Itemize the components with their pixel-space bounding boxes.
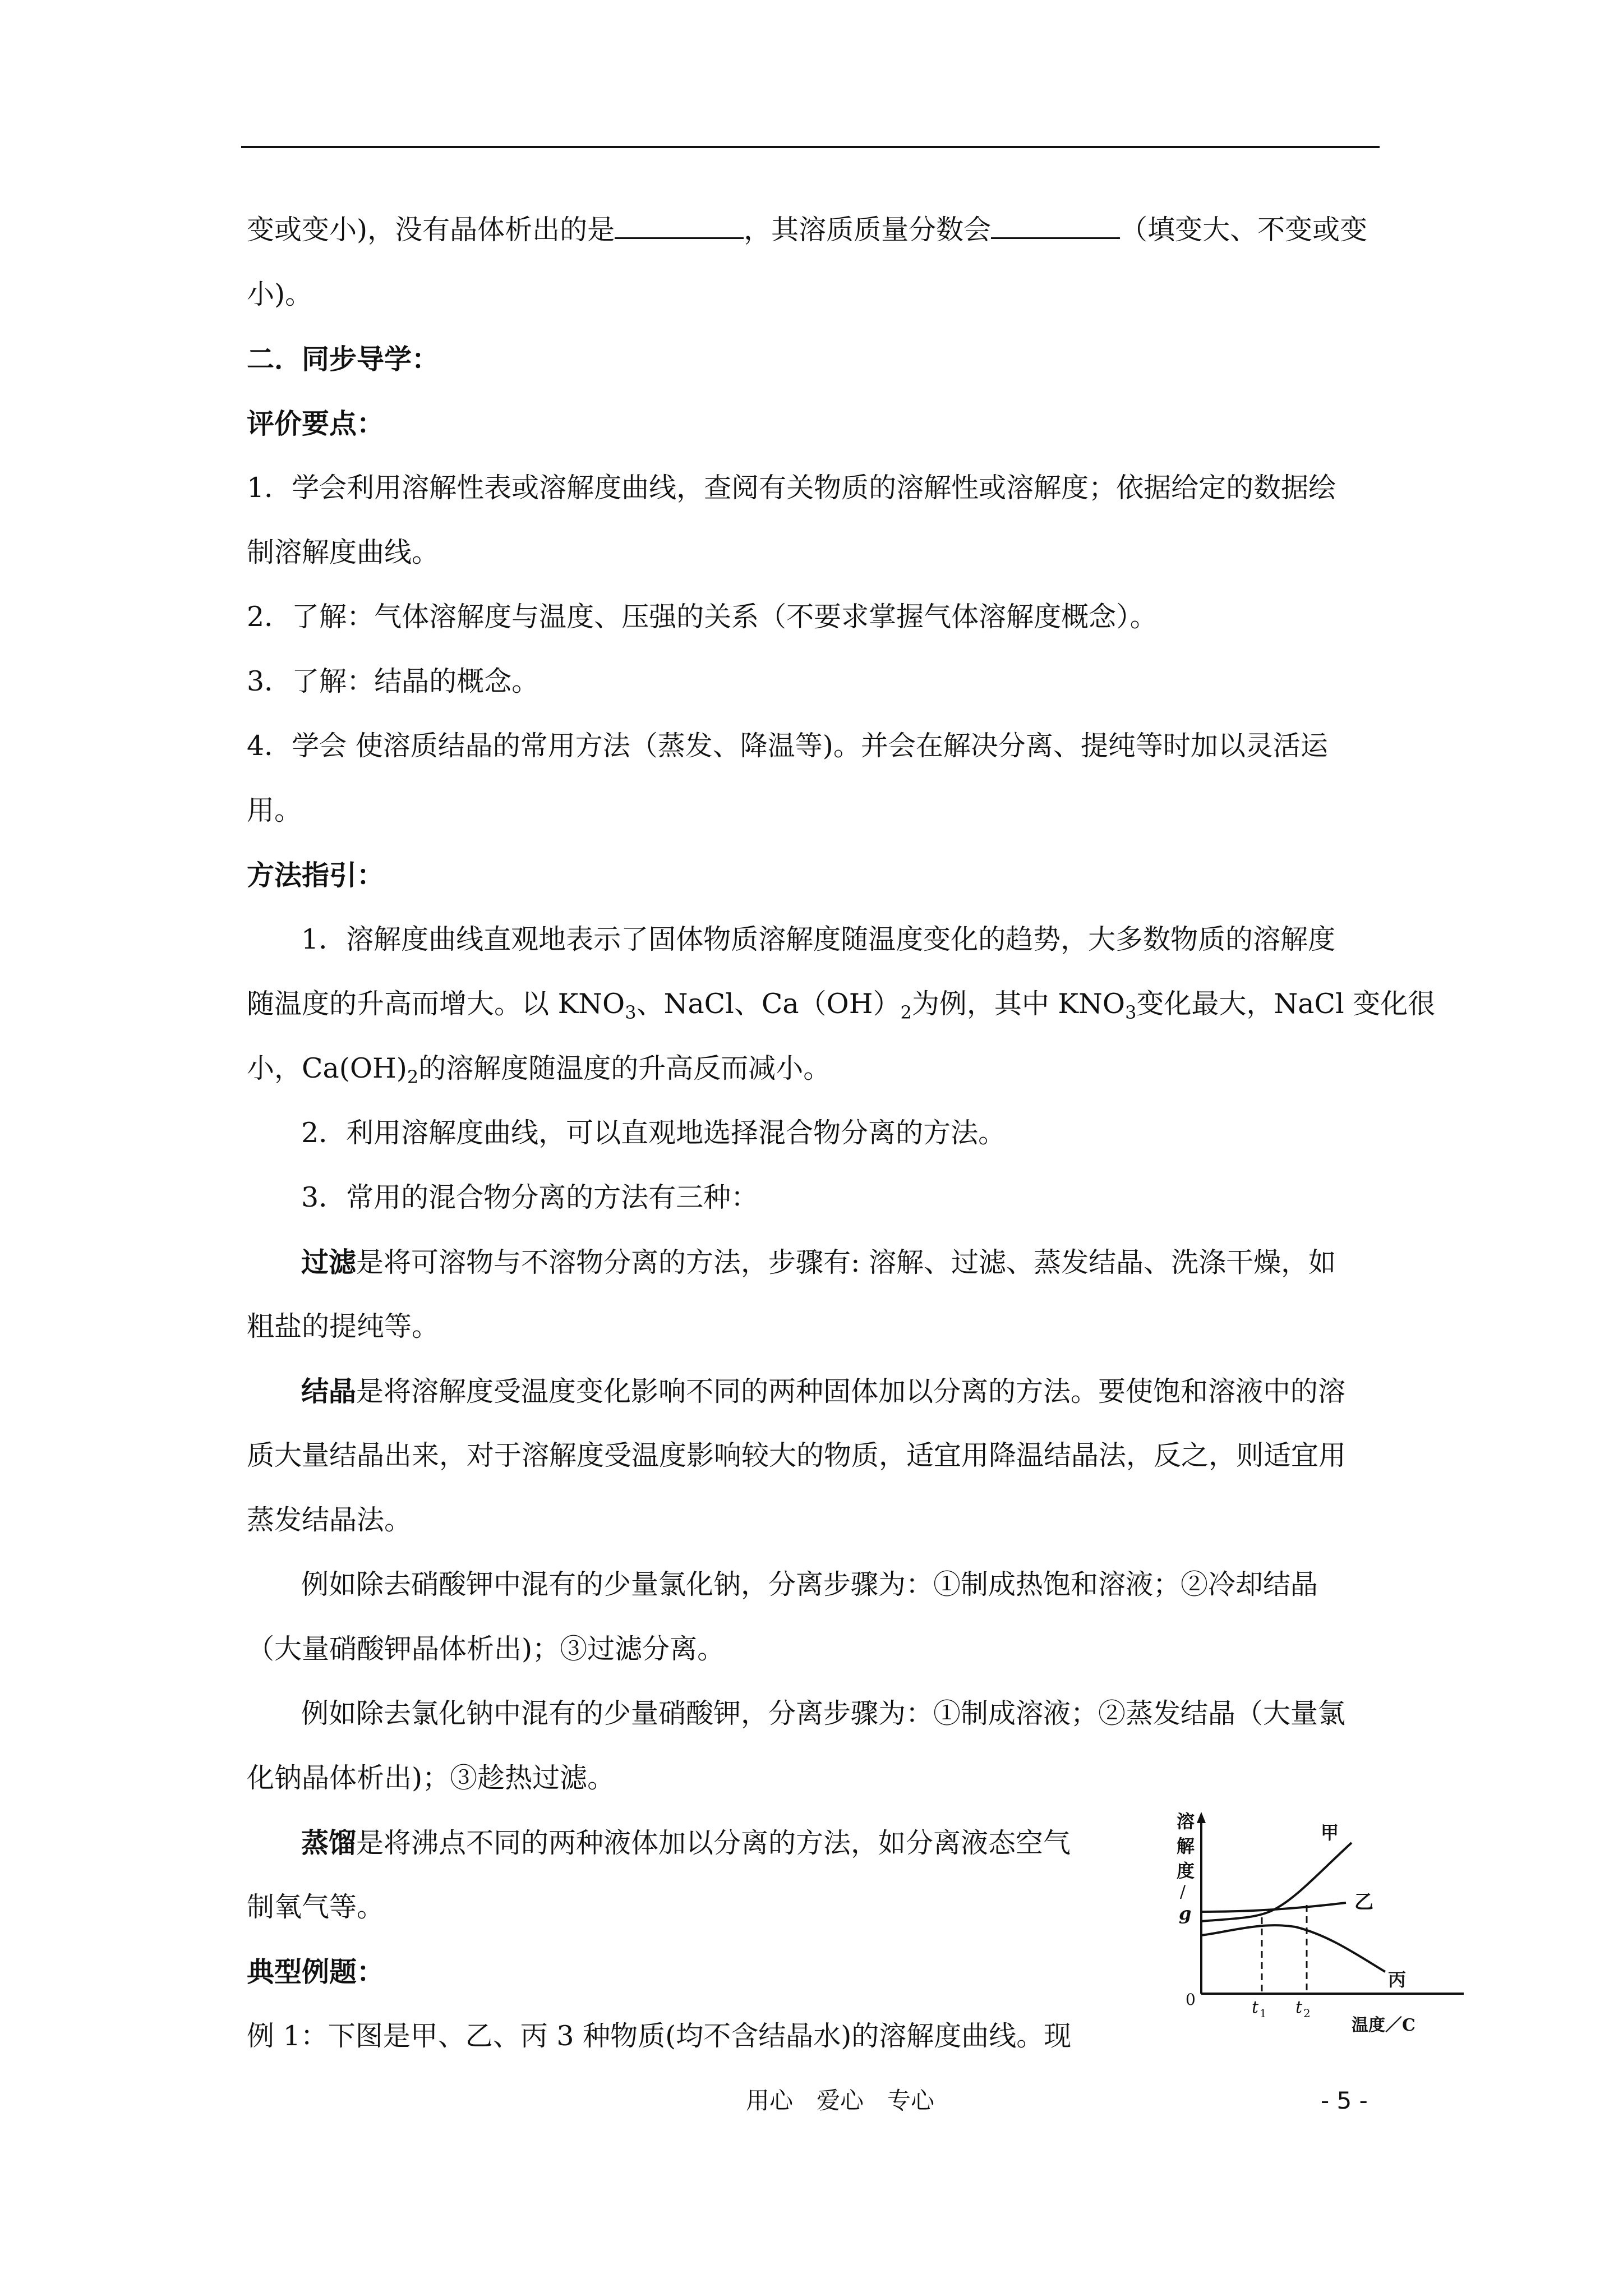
text-line: 用。 [247,794,302,826]
text-line: 例 1：下图是甲、乙、丙 3 种物质(均不含结晶水)的溶解度曲线。现 [247,2020,1072,2052]
y-axis-arrow [1197,1812,1206,1823]
answer-blank-1 [615,211,744,239]
text-line: 小)。 [247,278,313,310]
text-line [247,984,1436,1024]
text-line: 制溶解度曲线。 [247,536,440,568]
y-axis-label-char: 解 [1177,1835,1195,1857]
text-line [301,1243,1468,1282]
t2-subscript: 2 [1303,2007,1311,2020]
solubility-curve-svg [1166,1801,1481,2036]
section-heading: 方法指引： [247,859,385,891]
subscript: 2 [407,1066,419,1088]
text-line: 例如除去硝酸钾中混有的少量氯化钠，分离步骤为：①制成热饱和溶液；②冷却结晶 [301,1568,1318,1600]
y-axis-label-char: 度 [1177,1860,1195,1881]
text-line [247,210,1413,250]
y-axis-label-char: g [1179,1903,1192,1924]
footer-motto: 用心 爱心 专心 [746,2087,935,2114]
series-label-bing: 丙 [1388,1969,1407,1990]
answer-blank-2 [991,211,1120,239]
origin-label: 0 [1186,1990,1196,2009]
t1-label: t [1252,1998,1259,2017]
x-axis-label: 温度／C [1352,2016,1415,2035]
text-span: 的溶解度随温度的升高反而减小。 [418,1052,831,1084]
text-span: 是将溶解度受温度变化影响不同的两种固体加以分离的方法。要使饱和溶液中的溶 [356,1375,1346,1407]
text-line: 1．学会利用溶解性表或溶解度曲线，查阅有关物质的溶解性或溶解度；依据给定的数据绘 [247,472,1336,504]
text-span: 变或变小)，没有晶体析出的是 [247,214,615,246]
text-span: 小，Ca(OH) [247,1052,407,1084]
subscript: 2 [900,1002,912,1023]
text-span: 是将可溶物与不溶物分离的方法，步骤有: 溶解、过滤、蒸发结晶、洗涤干燥，如 [356,1246,1336,1278]
text-span: 、NaCl、Ca（OH） [636,988,901,1020]
text-span: 是将沸点不同的两种液体加以分离的方法，如分离液态空气 [356,1827,1071,1859]
text-line: 2．了解：气体溶解度与温度、压强的关系（不要求掌握气体溶解度概念）。 [247,601,1158,633]
section-heading: 评价要点： [247,407,385,440]
solubility-curve-figure [1166,1801,1481,2036]
text-line: 例如除去氯化钠中混有的少量硝酸钾，分离步骤为：①制成溶液；②蒸发结晶（大量氯 [301,1697,1346,1729]
t1-subscript: 1 [1260,2007,1267,2020]
text-line [247,1049,1413,1088]
text-line: 2．利用溶解度曲线，可以直观地选择混合物分离的方法。 [301,1117,1006,1149]
curve-yi [1201,1903,1346,1912]
y-axis-label-char: 溶 [1177,1811,1195,1832]
text-line: 3．常用的混合物分离的方法有三种： [301,1181,759,1213]
text-line: 粗盐的提纯等。 [247,1310,440,1342]
series-label-jia: 甲 [1321,1822,1339,1843]
text-span: 随温度的升高而增大。以 KNO [247,988,625,1020]
t2-label: t [1295,1998,1303,2017]
series-label-yi: 乙 [1354,1891,1373,1913]
text-span: 为例，其中 KNO [911,988,1126,1020]
text-line: 3．了解：结晶的概念。 [247,665,540,697]
text-line [301,1372,1468,1411]
text-line: 蒸发结晶法。 [247,1504,412,1536]
text-line: 质大量结晶出来，对于溶解度受温度影响较大的物质，适宜用降温结晶法，反之，则适宜用 [247,1439,1347,1471]
header-rule [241,146,1380,148]
subscript: 3 [625,1002,637,1023]
text-span: 变化最大，NaCl 变化很 [1136,988,1436,1020]
term-filter: 过滤 [301,1246,357,1278]
text-line: 制氧气等。 [247,1891,385,1923]
subscript: 3 [1125,1002,1137,1023]
text-line: （大量硝酸钾晶体析出)；③过滤分离。 [247,1633,725,1665]
text-line: 化钠晶体析出)；③趁热过滤。 [247,1762,615,1794]
curve-bing [1201,1925,1385,1972]
section-heading: 典型例题： [247,1955,385,1988]
text-span: ，其溶质质量分数会 [744,214,992,246]
term-distillation: 蒸馏 [301,1826,357,1859]
term-crystallization: 结晶 [301,1375,357,1407]
text-line: 1．溶解度曲线直观地表示了固体物质溶解度随温度变化的趋势，大多数物质的溶解度 [301,923,1336,955]
text-line: 4．学会 使溶质结晶的常用方法（蒸发、降温等)。并会在解决分离、提纯等时加以灵活运 [247,730,1328,762]
section-heading: 二．同步导学： [247,343,440,375]
y-axis-label-char: / [1180,1882,1186,1902]
text-span: （填变大、不变或变 [1120,214,1368,246]
page-number: - 5 - [1321,2087,1368,2114]
